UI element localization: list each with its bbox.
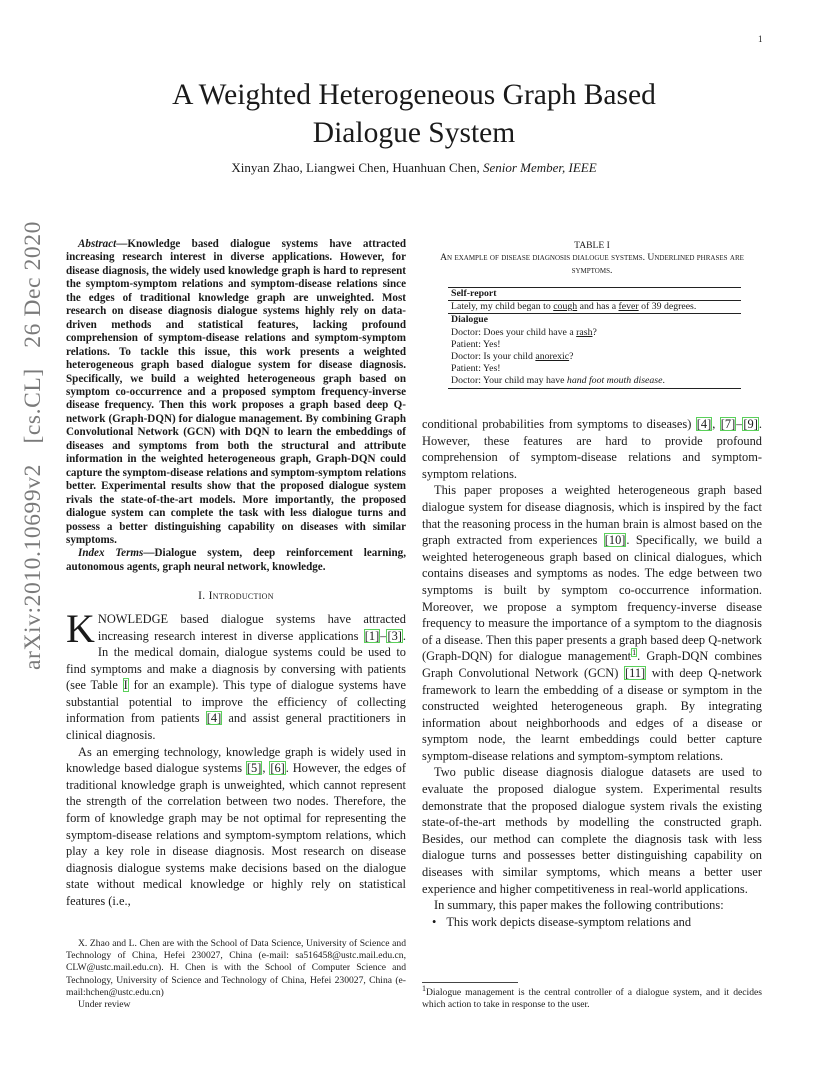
citation-link[interactable]: [6] [270, 761, 285, 776]
body-text: . However, these features are hard to provide profound comprehension of symptom-disease relations and symptom-symptom relations. [422, 417, 762, 481]
right-column: conditional probabilities from symptoms to diseases) [4], [7]–[9]. However, these features are hard to provide profound comprehension of symptom-disease relations and symptom-symptom relations. This paper proposes a weighted heterogeneous graph based dialogue system for disease diagnosis, which is inspired by the fact that the reasoning process in the human brain is almost based on the graph extracted from experiences [10]. Specifically, we build a weighted heterogeneous graph based on clinical dialogues, which contains diseases and symptoms as nodes. The edge between two symptoms is built by symptom co-occurrence information. Moreover, we propose a symptom frequency-inverse disease frequency to measure the importance of a symptom to the diagnosis of a disease. Then this paper presents a graph based deep Q-network (Graph-DQN) for dialogue management$^1$. Graph-DQN combines Graph Convolutional Network (GCN) [11] with deep Q-network framework to learn the embedding of a disease or symptom in the constructed weighted heterogeneous graph. By integrating information about neighborhoods and edges of a disease or symptom node, the learnt embeddings could better capture symptom-disease relations and symptom-symptom relations. Two public disease diagnosis dialogue datasets are used to evaluate the proposed dialogue system. Experimental results demonstrate that the proposed dialogue system rivals the existing state-of-the-art methods by modelling the constructed graph. Besides, our method can complete the diagnosis task with less dialogue turns and possesses better distinguishing capability on diseases with similar symptoms, which means a better user experience and higher competitiveness in real-world applications. In summary, this paper makes the following contributions: • This work depicts disease-symptom relations and [422, 416, 762, 930]
footnote-text: Dialogue management is the central controller of a dialogue system, and it decides which action to take in response to the user. [422, 987, 762, 1011]
table-row: Patient: Yes! [451, 338, 501, 350]
citation-link[interactable]: [7] [720, 417, 736, 431]
abstract-label: Abstract [78, 238, 117, 250]
title-line-1: A Weighted Heterogeneous Graph Based [172, 79, 656, 111]
citation-link[interactable]: [9] [743, 417, 758, 431]
body-text: . Graph-DQN combines Graph Convolutional Network (GCN) [422, 649, 762, 680]
paper-title [0, 76, 828, 152]
arxiv-category: [cs.CL] [20, 368, 46, 444]
author-role: Senior Member, IEEE [482, 160, 597, 175]
citation-link[interactable]: [4] [206, 711, 222, 726]
intro-text: and assist general practitioners in clinical diagnosis. [66, 711, 406, 743]
table-ref-link[interactable]: I [123, 678, 128, 693]
table-label: TABLE I [574, 240, 610, 251]
left-column [66, 238, 406, 910]
body-paragraph: In summary, this paper makes the following contributions: [434, 898, 724, 913]
intro-text: NOWLEDGE based dialogue systems have attracted increasing research interest in diverse applications [97, 611, 406, 643]
author-list [0, 160, 828, 176]
body-text: with deep Q-network framework to learn the embedding of a disease or symptom in the constructed weighted heterogeneous graph. By integrating information about neighborhoods and edges of a disease or symptom node, the learnt embeddings could better capture symptom-disease relations and symptom-symptom relations. [422, 665, 762, 763]
body-text: This paper proposes a weighted heterogeneous graph based dialogue system for disease diagnosis, which is inspired by the fact that the reasoning process in the human brain is almost based on the graph extracted from experiences [422, 483, 762, 548]
review-status: Under review [78, 999, 131, 1011]
intro-text: , [262, 761, 270, 776]
citation-link[interactable]: [4] [696, 417, 712, 431]
abstract [66, 238, 406, 574]
arxiv-date: 26 Dec 2020 [20, 221, 46, 348]
intro-text: . However, the edges of traditional knowledge graph is unweighted, which cannot represent the strength of the correlation between two nodes. Therefore, the form of knowledge graph may be not optimal for representing the symptom-disease relations and symptom-symptom relations, which play a key role in disease diagnosis. Most research on disease diagnosis dialogue systems make decisions based on the dialogue state without medical knowledge or highly rely on statistical features (i.e., [66, 761, 406, 909]
title-line-2: Dialogue System [312, 117, 516, 149]
footnote-mark: 1 [422, 983, 426, 993]
footnote [422, 983, 762, 1011]
contribution-list [422, 914, 762, 931]
citation-link[interactable]: [11] [624, 665, 646, 680]
body-text: . Specifically, we build a weighted heterogeneous graph based on clinical dialogues, which contains diseases and symptoms as nodes. The edge between two symptoms is built by symptom co-occurrence information. Moreover, we propose a symptom frequency-inverse disease frequency to measure the importance of a symptom to the diagnosis of a disease. Then this paper presents a graph based deep Q-network (Graph-DQN) for dialogue management [422, 533, 762, 664]
author-names: Xinyan Zhao, Liangwei Chen, Huanhuan Chen, [231, 160, 480, 175]
table-row-self-report: Lately, my child began to cough and has a fever of 39 degrees. [451, 301, 697, 313]
index-terms-text: —Dialogue system, deep reinforcement learning, autonomous agents, graph neural network, knowledge. [66, 547, 406, 573]
intro-text: for an example). This type of dialogue systems have substantial potential to improve the efficiency of collecting information from patients [66, 678, 406, 726]
table-row: Patient: Yes! [451, 363, 501, 375]
table-row: Doctor: Does your child have a rash? [451, 326, 597, 338]
footnote-divider [422, 982, 518, 983]
arxiv-id: arXiv:2010.10699v2 [20, 464, 46, 670]
citation-link[interactable]: [1] [364, 628, 380, 643]
citation-link[interactable]: [5] [246, 761, 262, 776]
drop-cap: K [66, 605, 95, 651]
footnote-mark-link[interactable]: 1 [632, 648, 637, 658]
example-table [448, 287, 741, 389]
intro-text: As an emerging technology, knowledge graph is widely used in knowledge based dialogue systems [66, 744, 406, 776]
intro-text: . In the medical domain, dialogue systems could be used to find symptoms and make a diagnosis by conversing with patients (see Table [66, 628, 406, 693]
introduction-body [66, 605, 406, 910]
author-affiliation-footnote [66, 938, 406, 1011]
page-number: 1 [758, 34, 763, 44]
table-header-self-report: Self-report [451, 288, 497, 299]
abstract-text: —Knowledge based dialogue systems have attracted increasing research interest in diverse applications. However, for disease diagnosis, the widely used knowledge graph is hard to represent the symptom-symptom relations and symptom-disease relations since the edges of traditional knowledge graph are unweighted. Most research on disease diagnosis dialogue systems highly rely on data-driven methods and statistical features, lacking profound comprehension of symptom-disease relations and symptom-symptom relations. To tackle this issue, this work presents a weighted heterogeneous graph based dialogue system for disease diagnosis. Specifically, we build a weighted heterogeneous graph based on symptom co-occurrence and a proposed symptom frequency-inverse disease frequency. Then this work proposes a graph based deep Q-network (Graph-DQN) for dialogue management. By combining Graph Convolutional Network (GCN) with DQN to learn the embeddings of diseases and symptoms from both the structural and attribute information in the weighted heterogeneous graph, Graph-DQN could capture the symptom-disease relations and symptom-symptom relations better. Experimental results show that the proposed dialogue system rivals the state-of-the-art models. More importantly, the proposed dialogue system can complete the task with less dialogue turns and possess a better distinguishing capability on diseases with similar symptoms. [66, 238, 406, 546]
table-caption-text: An example of disease diagnosis dialogue systems. Underlined phrases are symptoms. [440, 252, 744, 276]
arxiv-stamp [20, 221, 48, 670]
table-row: Doctor: Your child may have hand foot mouth disease. [451, 375, 665, 387]
section-heading-introduction: I. Introduction [198, 590, 274, 603]
table-caption [422, 240, 762, 277]
citation-link[interactable]: [10] [604, 533, 626, 548]
index-terms-label: Index Terms [78, 547, 144, 560]
affiliation-text: X. Zhao and L. Chen are with the School of Data Science, University of Science and Technology of China, Hefei 230027, China (e-mail: sa516458@ustc.mail.edu.cn, CLW@ustc.mail.edu.cn). H. Chen is with the School of Computer Science and Technology, University of Science and Technology of China, Hefei 230027, China (e-mail:hchen@ustc.edu.cn) [66, 938, 406, 998]
intro-text: – [380, 628, 387, 643]
table-row: Doctor: Is your child anorexic? [451, 351, 574, 363]
list-item: • This work depicts disease-symptom relations and [436, 914, 762, 931]
citation-link[interactable]: [3] [387, 628, 402, 643]
table-header-dialogue: Dialogue [451, 314, 489, 326]
body-text: conditional probabilities from symptoms to diseases) [422, 417, 696, 431]
body-paragraph: Two public disease diagnosis dialogue datasets are used to evaluate the proposed dialogue system. Experimental results demonstrate that the proposed dialogue system rivals the existing state-of-the-art methods by modelling the constructed graph. Besides, our method can complete the diagnosis task with less dialogue turns and possesses better distinguishing capability on diseases with similar symptoms, which means a better user experience and higher competitiveness in real-world applications. [422, 765, 762, 896]
